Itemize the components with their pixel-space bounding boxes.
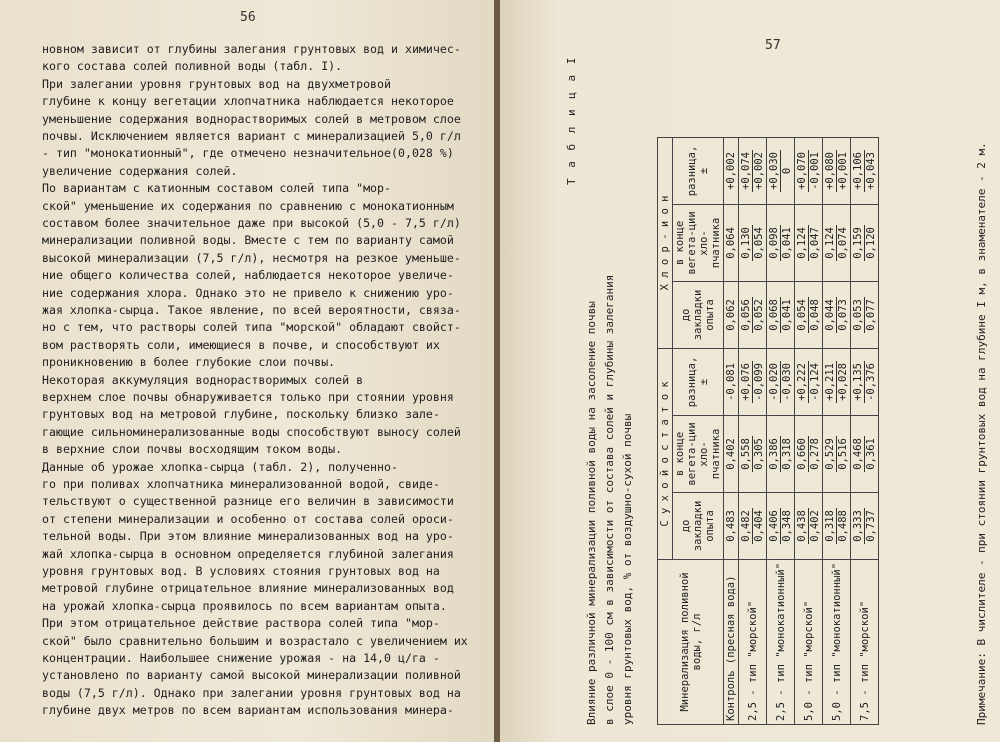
salinity-table: [657, 137, 879, 725]
cell-value-1m: +0,135: [852, 362, 864, 401]
cell-value-1m: 0,406: [768, 510, 780, 542]
text-line: При этом отрицательное действие раствора солей типа "мор-: [42, 616, 440, 631]
table-cell: [795, 137, 823, 204]
cell-value-1m: 0,064: [725, 227, 737, 259]
cell-value-1m: 0,098: [768, 227, 780, 259]
cell-value-2m: 0,054: [753, 227, 765, 259]
text-line: почвы. Исключением является вариант с минерализацией 5,0 г/л: [42, 129, 461, 143]
table-cell: [724, 348, 739, 415]
text-line: установлено по варианту самой высокой минерализации поливной: [42, 668, 461, 683]
cell-value-1m: +0,076: [740, 362, 752, 401]
cell-value-2m: -0,001: [809, 151, 821, 190]
cell-value-2m: 0,077: [865, 299, 877, 331]
cell-value-2m: 0,402: [809, 510, 821, 542]
cell-value-1m: 0,068: [768, 299, 780, 331]
cell-value-1m: 0,558: [740, 438, 752, 470]
text-line: Данные об урожае хлопка-сырца (табл. 2), полученно-: [42, 459, 398, 474]
cell-value-2m: 0,041: [781, 299, 793, 331]
table-cell: [724, 281, 739, 348]
cell-value-2m: +0,002: [753, 151, 765, 190]
table-cell: [767, 204, 795, 281]
cell-value-1m: 0,062: [725, 299, 737, 331]
cell-value-1m: +0,106: [852, 151, 864, 190]
row-label: 5,0 - тип "морской": [795, 559, 823, 724]
cell-value-2m: 0,305: [753, 438, 765, 470]
row-label: 2,5 - тип "морской": [739, 559, 767, 724]
cell-value-1m: -0,020: [768, 362, 780, 401]
cell-value-2m: 0,361: [865, 438, 877, 470]
cell-value-1m: 0,482: [740, 510, 752, 542]
cell-value-1m: 0,044: [824, 299, 836, 331]
table-cell: [724, 204, 739, 281]
cell-value-1m: 0,483: [725, 510, 737, 542]
text-line: ние содержания хлора. Однако это не привело к снижению уро-: [42, 285, 454, 300]
table-cell: [767, 281, 795, 348]
text-line: го при поливах хлопчатника минерализованной водой, свиде-: [42, 477, 440, 491]
table-caption-line: уровня грунтовых вод, % от воздушно-сухой почвы: [621, 413, 634, 725]
text-line: на урожай хлопка-сырца проявилось по всем вариантам опыта.: [42, 598, 447, 613]
table-caption-line: в слое 0 - 100 см в зависимости от состава солей и глубины залегания: [603, 274, 616, 725]
cell-value-1m: 0,130: [740, 227, 752, 259]
text-line: увеличение содержания солей.: [42, 163, 238, 178]
table-row: [739, 137, 767, 724]
table-cell: [851, 492, 879, 559]
table-cell: [823, 281, 851, 348]
cell-value-2m: 0,278: [809, 438, 821, 470]
text-line: При залегании уровня грунтовых вод на двухметровой: [42, 76, 392, 91]
text-line: уменьшение содержания воднорастворимых солей в метровом слое: [42, 111, 461, 126]
table-cell: [795, 281, 823, 348]
subheader: разница, ±: [673, 348, 724, 415]
table-cell: [823, 492, 851, 559]
cell-value-2m: 0,404: [753, 510, 765, 542]
cell-value-2m: 0,041: [781, 227, 793, 259]
text-line: глубине к концу вегетации хлопчатника наблюдается некоторое: [42, 94, 454, 109]
cell-value-1m: -0,081: [725, 362, 737, 401]
subheader: разница, ±: [673, 137, 724, 204]
text-line: новном зависит от глубины залегания грунтовых вод и химичес-: [42, 42, 461, 56]
text-line: кого состава солей поливной воды (табл. I).: [42, 59, 343, 74]
cell-value-1m: 0,124: [824, 227, 836, 259]
text-line: ской" было сравнительно большим и возрастало с увеличением их: [42, 633, 468, 648]
header-dry-residue: С у х о й о с т а т о к: [658, 348, 673, 559]
cell-value-2m: 0,488: [837, 510, 849, 542]
text-line: ние общего количества солей, наблюдается некоторое увеличе-: [42, 268, 454, 283]
subheader: в конце вегета-ции хло-пчатника: [673, 204, 724, 281]
row-label: 5,0 - тип "монокатионный": [823, 559, 851, 724]
table-row: [795, 137, 823, 724]
cell-value-2m: 0,048: [809, 299, 821, 331]
text-line: жай хлопка-сырца в основном определяется глубиной залегания: [42, 546, 454, 561]
table-cell: [767, 137, 795, 204]
text-line: ской" уменьшение их содержания по сравнению с монокатионным: [42, 198, 454, 213]
cell-value-2m: +0,028: [837, 362, 849, 401]
cell-value-1m: +0,074: [740, 151, 752, 190]
text-line: Некоторая аккумуляция воднорастворимых солей в: [42, 372, 364, 387]
table-cell: [851, 204, 879, 281]
table-cell: [767, 348, 795, 415]
text-line: минерализации поливной воды. Вместе с тем по варианту самой: [42, 233, 454, 248]
text-line: высокой минерализации (7,5 г/л), несмотря на резкое уменьше-: [42, 250, 461, 265]
cell-value-1m: +0,080: [824, 151, 836, 190]
table-cell: [851, 137, 879, 204]
cell-value-2m: -0,030: [781, 362, 793, 401]
subheader: в конце вегета-ции хло-пчатника: [673, 415, 724, 492]
table-cell: [767, 415, 795, 492]
table-caption-line: Влияние различной минерализации поливной воды на засоление почвы: [585, 301, 598, 725]
cell-value-2m: +0,043: [865, 151, 877, 190]
cell-value-2m: 0,348: [781, 510, 793, 542]
table-row: [851, 137, 879, 724]
cell-value-1m: +0,211: [824, 362, 836, 401]
cell-value-2m: -0,099: [753, 362, 765, 401]
text-line: верхнем слое почвы обнаруживается только при стоянии уровня: [42, 390, 454, 404]
text-line: По вариантам с катионным составом солей типа "мор-: [42, 181, 392, 196]
cell-value-1m: 0,318: [824, 510, 836, 542]
cell-value-1m: 0,438: [796, 510, 808, 542]
text-line: тельствуют о существенной разнице его величин в зависимости: [42, 494, 454, 509]
table-cell: [724, 137, 739, 204]
text-line: тельной воды. При этом влияние минерализованных вод на уро-: [42, 529, 454, 544]
table-cell: [851, 415, 879, 492]
table-cell: [767, 492, 795, 559]
left-page: [0, 0, 496, 742]
table-row: [767, 137, 795, 724]
cell-value-1m: 0,333: [852, 510, 864, 542]
page-number: 57: [765, 38, 781, 53]
cell-value-2m: -0,124: [809, 362, 821, 401]
table-cell: [739, 137, 767, 204]
text-line: концентрации. Наибольшее снижение урожая - на 14,0 ц/га -: [42, 651, 440, 665]
cell-value-1m: 0,529: [824, 438, 836, 470]
table-cell: [851, 281, 879, 348]
cell-value-2m: 0,516: [837, 438, 849, 470]
table-cell: [724, 492, 739, 559]
cell-value-2m: +0,001: [837, 151, 849, 190]
cell-value-1m: +0,070: [796, 151, 808, 190]
table-cell: [823, 137, 851, 204]
text-line: но с тем, что растворы солей типа "морской" обладают свойст-: [42, 320, 461, 335]
row-label: Контроль (пресная вода): [724, 559, 739, 724]
table-cell: [823, 415, 851, 492]
text-line: глубине двух метров по всем вариантам использования минера-: [42, 703, 454, 718]
cell-value-2m: 0,120: [865, 227, 877, 259]
table-cell: [823, 204, 851, 281]
cell-value-1m: 0,159: [852, 227, 864, 259]
table-label: Т а б л и ц а I: [565, 55, 578, 185]
text-line: метровой глубине отрицательное влияние минерализованных вод: [42, 581, 454, 596]
text-line: гающие сильноминерализованные воды способствуют выносу солей: [42, 424, 461, 439]
rotated-table-block: [565, 55, 995, 725]
cell-value-1m: +0,002: [725, 151, 737, 190]
table-cell: [739, 492, 767, 559]
cell-value-1m: 0,056: [740, 299, 752, 331]
row-label: 7,5 - тип "морской": [851, 559, 879, 724]
row-label: 2,5 - тип "монокатионный": [767, 559, 795, 724]
cell-value-1m: 0,402: [725, 438, 737, 470]
text-line: уровня грунтовых вод. В условиях стояния грунтовых вод на: [42, 564, 440, 578]
table-note: Примечание: В числителе - при стоянии грунтовых вод на глубине I м, в знаменателе - 2 м.: [975, 142, 988, 725]
cell-value-2m: 0,074: [837, 227, 849, 259]
cell-value-1m: 0,124: [796, 227, 808, 259]
table-cell: [823, 348, 851, 415]
table-cell: [739, 348, 767, 415]
text-line: в верхние слои почвы восходящим током воды.: [42, 442, 343, 457]
cell-value-1m: 0,054: [796, 299, 808, 331]
header-mineralization: Минерализация поливной воды, г/л: [658, 559, 724, 724]
cell-value-2m: 0,318: [781, 438, 793, 470]
text-line: воды (7,5 г/л). Однако при залегании уровня грунтовых вод на: [42, 685, 461, 700]
table-cell: [795, 492, 823, 559]
text-line: грунтовых вод на метровой глубине, поскольку близко зале-: [42, 407, 440, 422]
text-line: вом растворять соли, имеющиеся в почве, и способствуют их: [42, 337, 440, 352]
text-line: проникновению в более глубокие слои почвы.: [42, 355, 336, 370]
cell-value-2m: 0: [781, 167, 793, 175]
page-number: 56: [240, 10, 256, 25]
header-chlorine: Х л о р - и о н: [658, 137, 673, 348]
subheader: до закладки опыта: [673, 492, 724, 559]
table-cell: [795, 348, 823, 415]
cell-value-2m: -0,376: [865, 362, 877, 401]
text-line: от степени минерализации и особенно от состава солей ороси-: [42, 511, 454, 526]
table-cell: [739, 415, 767, 492]
cell-value-2m: 0,047: [809, 227, 821, 259]
subheader: до закладки опыта: [673, 281, 724, 348]
table-cell: [739, 204, 767, 281]
cell-value-1m: +0,030: [768, 151, 780, 190]
table-row: [823, 137, 851, 724]
cell-value-1m: 0,468: [852, 438, 864, 470]
text-line: жая хлопка-сырца. Такое явление, по всей вероятности, связа-: [42, 303, 461, 317]
text-line: - тип "монокатионный", где отмечено незначительное(0,028 %): [42, 146, 454, 161]
cell-value-1m: 0,660: [796, 438, 808, 470]
table-cell: [795, 415, 823, 492]
cell-value-1m: 0,053: [852, 299, 864, 331]
cell-value-2m: 0,737: [865, 510, 877, 542]
cell-value-2m: 0,052: [753, 299, 765, 331]
text-line: составом более значительное даже при высокой (5,0 - 7,5 г/л): [42, 216, 461, 230]
cell-value-1m: +0,222: [796, 362, 808, 401]
cell-value-2m: 0,073: [837, 299, 849, 331]
table-row: [724, 137, 739, 724]
table-cell: [724, 415, 739, 492]
cell-value-1m: 0,386: [768, 438, 780, 470]
table-cell: [739, 281, 767, 348]
table-cell: [851, 348, 879, 415]
table-cell: [795, 204, 823, 281]
